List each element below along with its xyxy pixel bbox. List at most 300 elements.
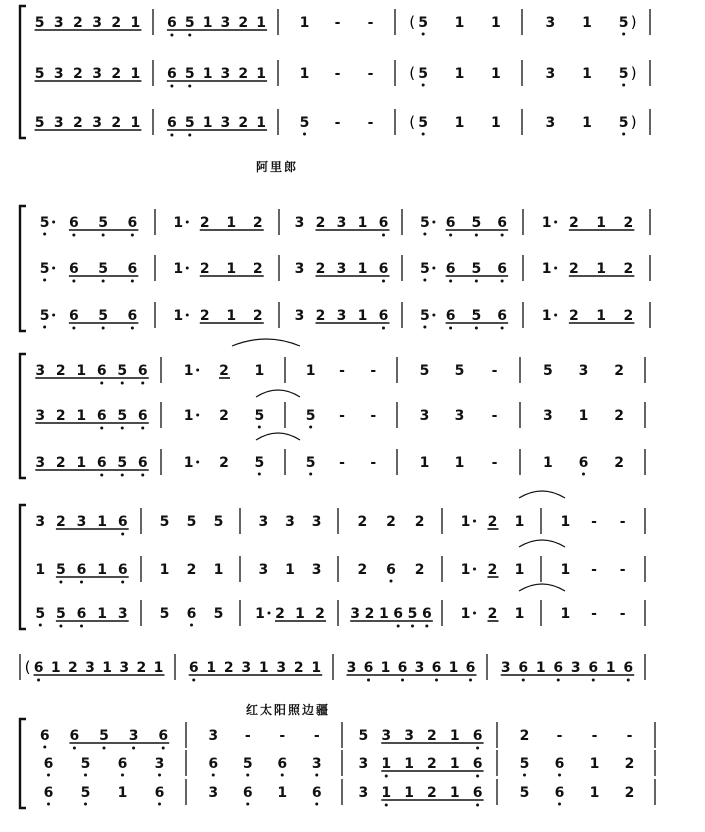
low-octave-dot [192, 679, 195, 682]
note-glyph: 1 [130, 115, 141, 131]
note-glyph: 2 [73, 115, 83, 131]
note-glyph: 6 [445, 308, 456, 324]
augmentation-dot [52, 221, 55, 224]
note-glyph: 3 [336, 215, 347, 231]
low-octave-dot [557, 679, 560, 682]
note-glyph: 6 [137, 455, 148, 471]
note-glyph: 3 [35, 514, 46, 530]
note-glyph: 5 [80, 785, 91, 801]
low-octave-dot [246, 803, 249, 806]
note-glyph: 1 [490, 115, 501, 131]
dash-extension: - [591, 606, 597, 622]
note-glyph: 3 [92, 15, 102, 31]
note-glyph: 6 [588, 660, 599, 676]
augmentation-dot [196, 414, 199, 417]
note-glyph: 2 [223, 660, 234, 676]
low-octave-dot [449, 327, 452, 330]
note-glyph: 1 [596, 261, 606, 277]
low-octave-dot [162, 747, 165, 750]
note-glyph: 6 [186, 606, 197, 622]
note-glyph: 3 [53, 115, 64, 131]
note-glyph: 2 [186, 562, 197, 578]
note-glyph: 1 [117, 785, 128, 801]
note-glyph: 6 [188, 660, 199, 676]
note-glyph: 1 [159, 562, 170, 578]
low-octave-dot [188, 34, 191, 37]
low-octave-dot [622, 33, 625, 36]
low-octave-dot [385, 804, 388, 807]
system-bracket [20, 6, 26, 138]
note-glyph: 1 [173, 215, 184, 231]
note-glyph: 2 [252, 308, 263, 324]
augmentation-dot [432, 221, 435, 224]
low-octave-dot [423, 279, 426, 282]
note-glyph: 6 [472, 785, 483, 801]
note-glyph: 2 [357, 514, 368, 530]
note-glyph: 1 [582, 115, 592, 131]
note-glyph: 6 [127, 215, 138, 231]
note-glyph: 2 [275, 606, 285, 622]
note-glyph: 1 [381, 756, 392, 772]
dash-extension: - [370, 363, 377, 379]
note-glyph: 6 [43, 785, 54, 801]
note-glyph: 6 [397, 660, 408, 676]
low-octave-dot [100, 382, 103, 385]
note-glyph: 1 [514, 562, 525, 578]
note-glyph: 5 [98, 261, 108, 277]
augmentation-dot [554, 314, 557, 317]
low-octave-dot [592, 679, 595, 682]
note-glyph: 1 [454, 115, 465, 131]
note-glyph: 2 [136, 660, 147, 676]
low-octave-dot [382, 234, 385, 237]
low-octave-dot [102, 280, 105, 283]
note-glyph: 1 [130, 66, 141, 82]
note-glyph: 5 [471, 308, 482, 324]
note-glyph: 2 [614, 363, 625, 379]
system-bracket [20, 354, 26, 478]
note-glyph: 1 [258, 660, 269, 676]
note-glyph: 2 [315, 606, 325, 622]
paren-open: ( [409, 13, 416, 31]
note-glyph: 1 [97, 514, 107, 530]
note-glyph: 5 [98, 215, 108, 231]
note-glyph: 3 [542, 408, 553, 424]
note-glyph: 1 [277, 785, 288, 801]
note-glyph: 6 [497, 261, 507, 277]
slur-tie [256, 390, 300, 397]
note-glyph: 5 [80, 756, 91, 772]
augmentation-dot [196, 461, 199, 464]
note-glyph: 6 [117, 756, 128, 772]
note-glyph: 3 [220, 66, 231, 82]
note-glyph: 5 [184, 115, 195, 131]
augmentation-dot [52, 267, 55, 270]
low-octave-dot [501, 327, 504, 330]
note-glyph: 5 [420, 261, 430, 277]
note-glyph: 5 [418, 66, 429, 82]
note-glyph: 1 [381, 785, 392, 801]
note-glyph: 1 [226, 215, 237, 231]
note-glyph: 5 [471, 261, 482, 277]
low-octave-dot [100, 427, 103, 430]
low-octave-dot [121, 427, 124, 430]
dash-extension: - [334, 15, 341, 31]
augmentation-dot [52, 314, 55, 317]
augmentation-dot [473, 612, 476, 615]
low-octave-dot [558, 803, 561, 806]
note-glyph: 3 [35, 455, 46, 471]
low-octave-dot [422, 33, 425, 36]
note-glyph: 5 [305, 408, 316, 424]
note-glyph: 5 [213, 606, 224, 622]
note-glyph: 3 [85, 660, 95, 676]
low-octave-dot [141, 474, 144, 477]
note-glyph: 2 [487, 606, 498, 622]
note-glyph: 1 [454, 455, 465, 471]
note-glyph: 1 [449, 728, 460, 744]
low-octave-dot [132, 747, 135, 750]
augmentation-dot [554, 221, 557, 224]
note-glyph: 1 [97, 562, 107, 578]
note-glyph: 1 [130, 15, 141, 31]
note-glyph: 2 [357, 562, 368, 578]
note-glyph: 1 [582, 66, 592, 82]
note-glyph: 5 [39, 261, 50, 277]
note-glyph: 1 [541, 308, 552, 324]
note-glyph: 6 [623, 660, 634, 676]
low-octave-dot [423, 326, 426, 329]
slur-tie [519, 491, 565, 498]
note-glyph: 6 [554, 785, 565, 801]
dash-extension: - [491, 363, 498, 379]
low-octave-dot [84, 803, 87, 806]
note-glyph: 1 [76, 455, 87, 471]
note-glyph: 5 [419, 363, 430, 379]
note-glyph: 6 [242, 785, 253, 801]
note-glyph: 1 [404, 785, 414, 801]
system-bracket [20, 206, 26, 331]
dash-extension: - [334, 115, 341, 131]
low-octave-dot [449, 234, 452, 237]
note-glyph: 1 [419, 455, 430, 471]
dash-extension: - [370, 408, 377, 424]
dash-extension: - [619, 514, 626, 530]
note-glyph: 1 [541, 261, 552, 277]
note-glyph: 2 [199, 261, 210, 277]
note-glyph: 5 [420, 308, 430, 324]
note-glyph: 5 [471, 215, 482, 231]
note-glyph: 2 [55, 455, 66, 471]
note-glyph: 6 [76, 606, 87, 622]
note-glyph: 3 [336, 261, 347, 277]
low-octave-dot [170, 34, 173, 37]
note-glyph: 1 [514, 606, 525, 622]
note-glyph: 6 [431, 660, 442, 676]
note-glyph: 5 [56, 606, 66, 622]
low-octave-dot [47, 774, 50, 777]
dash-extension: - [626, 728, 633, 744]
note-glyph: 5 [184, 15, 195, 31]
note-glyph: 1 [299, 15, 310, 31]
note-glyph: 1 [582, 15, 592, 31]
note-glyph: 3 [53, 15, 64, 31]
note-glyph: 1 [605, 660, 616, 676]
note-glyph: 6 [167, 115, 177, 131]
note-glyph: 5 [98, 308, 108, 324]
paren-open: ( [24, 658, 31, 676]
low-octave-dot [102, 327, 105, 330]
note-glyph: 1 [173, 261, 184, 277]
note-glyph: 1 [183, 363, 194, 379]
low-octave-dot [158, 803, 161, 806]
note-glyph: 1 [589, 785, 600, 801]
note-glyph: 5 [454, 363, 465, 379]
note-glyph: 3 [276, 660, 287, 676]
note-glyph: 3 [311, 756, 322, 772]
low-octave-dot [435, 679, 438, 682]
note-glyph: 1 [173, 308, 184, 324]
low-octave-dot [212, 774, 215, 777]
note-glyph: 3 [570, 660, 581, 676]
note-glyph: 3 [336, 308, 347, 324]
low-octave-dot [170, 85, 173, 88]
note-glyph: 6 [445, 215, 456, 231]
note-glyph: 6 [69, 308, 79, 324]
note-glyph: 1 [295, 606, 305, 622]
note-glyph: 5 [56, 562, 66, 578]
note-glyph: 2 [238, 115, 249, 131]
note-glyph: 6 [578, 455, 589, 471]
note-glyph: 1 [311, 660, 322, 676]
note-glyph: 1 [490, 66, 501, 82]
augmentation-dot [186, 314, 189, 317]
note-glyph: 3 [578, 363, 589, 379]
note-glyph: 2 [199, 215, 210, 231]
note-glyph: 2 [614, 455, 625, 471]
note-glyph: 1 [357, 308, 368, 324]
note-glyph: 1 [460, 514, 471, 530]
slur-tie [519, 584, 565, 591]
note-glyph: 6 [127, 308, 138, 324]
note-glyph: 3 [117, 606, 128, 622]
note-glyph: 5 [407, 606, 418, 622]
low-octave-dot [258, 426, 261, 429]
note-glyph: 3 [285, 514, 295, 530]
note-glyph: 2 [252, 261, 263, 277]
note-glyph: 3 [220, 115, 231, 131]
augmentation-dot [186, 267, 189, 270]
note-glyph: 3 [92, 115, 102, 131]
system-bracket [20, 719, 26, 808]
low-octave-dot [385, 775, 388, 778]
note-glyph: 5 [254, 408, 265, 424]
low-octave-dot [190, 624, 193, 627]
note-glyph: 2 [427, 756, 437, 772]
note-glyph: 1 [357, 215, 368, 231]
note-glyph: 2 [623, 308, 634, 324]
note-glyph: 6 [445, 261, 456, 277]
low-octave-dot [73, 747, 76, 750]
section-title-arirang: 阿里郎 [256, 160, 299, 174]
low-octave-dot [80, 581, 83, 584]
note-glyph: 1 [490, 15, 501, 31]
note-glyph: 5 [213, 514, 224, 530]
note-glyph: 2 [238, 66, 249, 82]
note-glyph: 2 [569, 215, 579, 231]
low-octave-dot [469, 679, 472, 682]
low-octave-dot [103, 747, 106, 750]
low-octave-dot [84, 774, 87, 777]
low-octave-dot [622, 133, 625, 136]
low-octave-dot [121, 533, 124, 536]
note-glyph: 1 [589, 756, 600, 772]
note-glyph: 5 [117, 408, 128, 424]
note-glyph: 3 [358, 756, 369, 772]
note-glyph: 5 [418, 115, 429, 131]
dash-extension: - [367, 15, 374, 31]
note-glyph: 1 [541, 215, 552, 231]
note-glyph: 1 [50, 660, 61, 676]
note-glyph: 1 [226, 308, 237, 324]
low-octave-dot [476, 804, 479, 807]
note-glyph: 2 [56, 514, 66, 530]
paren-open: ( [409, 64, 416, 82]
dash-extension: - [619, 562, 626, 578]
dash-extension: - [339, 408, 345, 424]
low-octave-dot [72, 280, 75, 283]
low-octave-dot [397, 625, 400, 628]
low-octave-dot [303, 133, 306, 136]
note-glyph: 2 [624, 756, 635, 772]
note-glyph: 2 [519, 728, 530, 744]
note-glyph: 1 [202, 15, 213, 31]
note-glyph: 6 [421, 606, 432, 622]
low-octave-dot [131, 327, 134, 330]
note-glyph: 1 [76, 408, 87, 424]
note-glyph: 6 [378, 261, 389, 277]
low-octave-dot [258, 473, 261, 476]
note-glyph: 1 [102, 660, 112, 676]
low-octave-dot [188, 85, 191, 88]
note-glyph: 3 [154, 756, 165, 772]
note-glyph: 6 [363, 660, 374, 676]
note-glyph: 3 [311, 514, 322, 530]
note-glyph: 6 [208, 756, 219, 772]
note-glyph: 1 [357, 261, 368, 277]
note-glyph: 1 [449, 785, 460, 801]
note-glyph: 1 [596, 215, 606, 231]
low-octave-dot [102, 234, 105, 237]
low-octave-dot [121, 581, 124, 584]
note-glyph: 1 [596, 308, 606, 324]
note-glyph: 6 [472, 728, 483, 744]
note-glyph: 2 [111, 66, 122, 82]
note-glyph: 6 [39, 728, 50, 744]
note-glyph: 5 [117, 455, 128, 471]
note-glyph: 1 [578, 408, 589, 424]
note-glyph: 1 [213, 562, 224, 578]
note-glyph: 6 [96, 363, 107, 379]
note-glyph: 1 [404, 756, 414, 772]
note-glyph: 5 [35, 606, 46, 622]
note-glyph: 3 [311, 562, 322, 578]
low-octave-dot [476, 747, 479, 750]
note-glyph: 2 [293, 660, 304, 676]
note-glyph: 1 [183, 455, 194, 471]
low-octave-dot [47, 803, 50, 806]
note-glyph: 2 [219, 408, 229, 424]
note-glyph: 2 [73, 66, 83, 82]
note-glyph: 5 [299, 115, 310, 131]
note-glyph: 6 [33, 660, 44, 676]
augmentation-dot [473, 520, 476, 523]
augmentation-dot [473, 568, 476, 571]
low-octave-dot [501, 280, 504, 283]
note-glyph: 3 [454, 408, 465, 424]
low-octave-dot [309, 426, 312, 429]
note-glyph: 2 [414, 562, 425, 578]
low-octave-dot [43, 279, 46, 282]
low-octave-dot [131, 234, 134, 237]
system-bracket [20, 505, 26, 629]
note-glyph: 2 [55, 363, 66, 379]
note-glyph: 3 [35, 363, 46, 379]
note-glyph: 1 [256, 15, 266, 31]
note-glyph: 1 [380, 660, 391, 676]
low-octave-dot [281, 774, 284, 777]
dash-extension: - [367, 66, 374, 82]
note-glyph: 6 [158, 728, 169, 744]
note-glyph: 6 [117, 562, 128, 578]
note-glyph: 1 [378, 606, 389, 622]
note-glyph: 2 [386, 514, 396, 530]
note-glyph: 2 [315, 215, 326, 231]
note-glyph: 1 [305, 363, 316, 379]
low-octave-dot [411, 625, 414, 628]
note-glyph: 3 [53, 66, 64, 82]
note-glyph: 5 [418, 15, 429, 31]
note-glyph: 6 [76, 562, 87, 578]
low-octave-dot [121, 774, 124, 777]
note-glyph: 2 [569, 261, 579, 277]
note-glyph: 1 [449, 756, 460, 772]
note-glyph: 5 [34, 66, 45, 82]
note-glyph: 1 [206, 660, 217, 676]
note-glyph: 3 [35, 408, 46, 424]
note-glyph: 3 [220, 15, 231, 31]
note-glyph: 6 [465, 660, 476, 676]
low-octave-dot [523, 774, 526, 777]
dash-extension: - [619, 606, 626, 622]
note-glyph: 5 [420, 215, 430, 231]
note-glyph: 5 [34, 115, 45, 131]
dash-extension: - [279, 728, 286, 744]
note-glyph: 2 [624, 785, 635, 801]
note-glyph: 1 [97, 606, 107, 622]
note-glyph: 1 [560, 514, 571, 530]
low-octave-dot [100, 474, 103, 477]
note-glyph: 5 [254, 455, 265, 471]
note-glyph: 3 [419, 408, 430, 424]
note-glyph: 5 [305, 455, 316, 471]
note-glyph: 6 [386, 562, 396, 578]
dash-extension: - [491, 455, 498, 471]
note-glyph: 6 [497, 215, 507, 231]
note-glyph: 5 [39, 215, 50, 231]
note-glyph: 3 [241, 660, 252, 676]
low-octave-dot [382, 280, 385, 283]
